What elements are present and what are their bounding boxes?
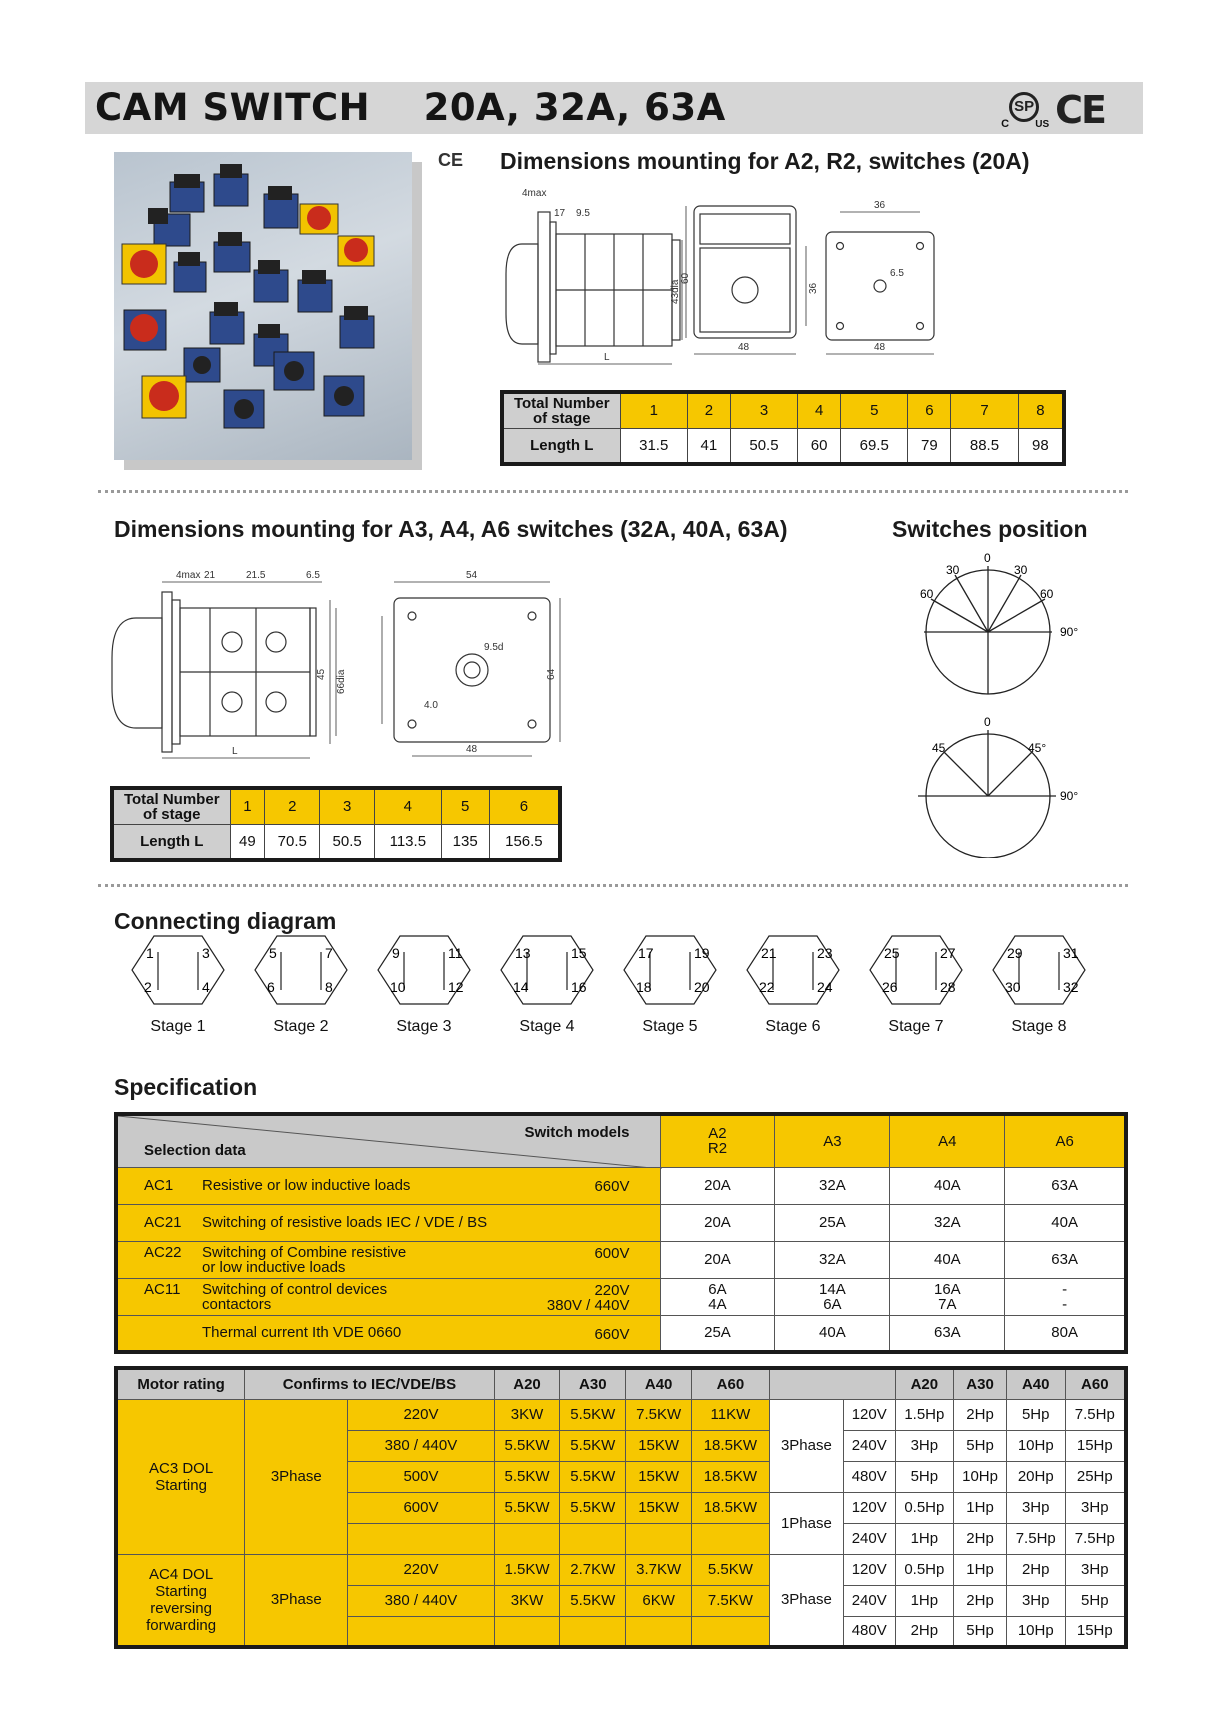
kw-cell: 6KW [626, 1585, 692, 1616]
kw-cell [494, 1616, 560, 1647]
kw-cell: 5.5KW [560, 1461, 626, 1492]
ce-mark: CE [438, 150, 464, 170]
model-a6: A6 [1005, 1114, 1126, 1167]
stage-contacts-icon [620, 930, 720, 1010]
hp-cell: 480V [843, 1461, 895, 1492]
contact-br: 28 [940, 979, 956, 995]
svg-text:4max: 4max [176, 570, 201, 581]
spec-value: 40A [890, 1241, 1005, 1278]
spec-value: 32A [775, 1241, 890, 1278]
model-a4: A4 [890, 1114, 1005, 1167]
svg-text:L: L [604, 352, 610, 363]
svg-text:L: L [232, 746, 238, 757]
specification-table [114, 1112, 1128, 1354]
divider [98, 884, 1128, 887]
hp-cell: 120V [843, 1399, 895, 1430]
kw-cell [626, 1616, 692, 1647]
a2-dimensions-title: Dimensions mounting for A2, R2, switches (20A) [500, 148, 1030, 174]
motor-row [116, 1399, 1126, 1430]
spec-row [116, 1167, 1126, 1204]
kw-cell: 15KW [626, 1492, 692, 1523]
spec-header-cell: Switch models Selection data [116, 1114, 660, 1167]
contact-br: 12 [448, 979, 464, 995]
contact-bl: 26 [882, 979, 898, 995]
kw-cell: 18.5KW [692, 1461, 770, 1492]
spec-value: - - [1005, 1278, 1126, 1315]
a3-length-table: Total Number of stage 1 2 3 4 5 6 Length L 49 70.5 50.5 113.5 135 156.5 [110, 786, 562, 862]
kw-cell: 5.5KW [560, 1399, 626, 1430]
svg-text:66dia: 66dia [336, 669, 347, 694]
stage-diagram [743, 930, 843, 1035]
kw-cell: 600V [348, 1492, 494, 1523]
kw-cell: 5.5KW [560, 1585, 626, 1616]
kw-cell: 500V [348, 1461, 494, 1492]
spec-value: 6A 4A [660, 1278, 775, 1315]
model-a2-r2: A2 R2 [660, 1114, 775, 1167]
spec-value: 63A [1005, 1167, 1126, 1204]
contact-tl: 5 [269, 945, 277, 961]
kw-cell: 7.5KW [692, 1585, 770, 1616]
svg-text:6.5: 6.5 [306, 570, 320, 581]
hp-phase: 3Phase [769, 1554, 843, 1647]
stage-contacts-icon [251, 930, 351, 1010]
hp-cell: 240V [843, 1585, 895, 1616]
contact-tl: 17 [638, 945, 654, 961]
contact-bl: 2 [144, 979, 152, 995]
contact-tl: 25 [884, 945, 900, 961]
contact-tr: 27 [940, 945, 956, 961]
kw-cell: 380 / 440V [348, 1430, 494, 1461]
hp-phase: 3Phase [769, 1399, 843, 1492]
motor-header-cell: A30 [560, 1368, 626, 1399]
svg-text:90°: 90° [1060, 789, 1079, 803]
spec-row [116, 1204, 1126, 1241]
kw-cell [692, 1616, 770, 1647]
spec-value: 20A [660, 1167, 775, 1204]
kw-cell: 3.7KW [626, 1554, 692, 1585]
row-header-total-stage: Total Number of stage [502, 392, 620, 428]
contact-br: 8 [325, 979, 333, 995]
a2-length-table: Total Number of stage 1 2 3 4 5 6 7 8 Length L 31.5 41 50.5 60 69.5 79 88.5 98 [500, 390, 1066, 466]
motor-header-cell: A60 [1065, 1368, 1126, 1399]
svg-text:45: 45 [932, 741, 946, 755]
hp-cell: 3Hp [1006, 1585, 1065, 1616]
hp-cell: 0.5Hp [895, 1554, 954, 1585]
svg-text:17: 17 [554, 208, 566, 219]
row-header-total-stage: Total Number of stage [112, 788, 230, 824]
stage-label: Stage 3 [396, 1018, 452, 1035]
contact-bl: 14 [513, 979, 529, 995]
contact-bl: 10 [390, 979, 406, 995]
cam-switches-illustration [114, 152, 412, 460]
certification-marks [1001, 88, 1105, 132]
contact-tr: 19 [694, 945, 710, 961]
a3-dimension-drawing [106, 568, 566, 768]
spec-row-label: AC11 Switching of control devices contactors 220V 380V / 440V [116, 1278, 660, 1315]
contact-tr: 3 [202, 945, 210, 961]
hp-cell: 7.5Hp [1065, 1523, 1126, 1554]
hp-cell: 15Hp [1065, 1430, 1126, 1461]
spec-value: 16A 7A [890, 1278, 1005, 1315]
contact-tr: 7 [325, 945, 333, 961]
stage-contacts-icon [866, 930, 966, 1010]
contact-br: 32 [1063, 979, 1079, 995]
contact-bl: 6 [267, 979, 275, 995]
svg-text:60: 60 [920, 587, 934, 601]
hp-cell: 120V [843, 1492, 895, 1523]
contact-br: 20 [694, 979, 710, 995]
svg-text:90°: 90° [1060, 625, 1079, 639]
hp-cell: 2Hp [954, 1399, 1007, 1430]
contact-tl: 9 [392, 945, 400, 961]
row-header-length: Length L [112, 824, 230, 860]
hp-cell: 5Hp [1006, 1399, 1065, 1430]
kw-cell: 1.5KW [494, 1554, 560, 1585]
contact-tr: 31 [1063, 945, 1079, 961]
hp-cell: 1Hp [895, 1585, 954, 1616]
motor-header-cell: Motor rating [116, 1368, 245, 1399]
hp-cell: 20Hp [1006, 1461, 1065, 1492]
stage-diagram [866, 930, 966, 1035]
stage-diagram [989, 930, 1089, 1035]
switches-position-dials [900, 548, 1100, 858]
svg-text:36: 36 [808, 282, 819, 294]
stage-diagram [497, 930, 597, 1035]
hp-cell: 7.5Hp [1065, 1399, 1126, 1430]
kw-cell: 2.7KW [560, 1554, 626, 1585]
stage-contacts-icon [128, 930, 228, 1010]
spec-value: 25A [775, 1204, 890, 1241]
motor-header-cell: A40 [626, 1368, 692, 1399]
hp-cell: 5Hp [954, 1616, 1007, 1647]
kw-cell: 5.5KW [560, 1430, 626, 1461]
motor-header-cell: A40 [1006, 1368, 1065, 1399]
stage-diagram [128, 930, 228, 1035]
stage-label: Stage 4 [519, 1018, 575, 1035]
kw-cell: 11KW [692, 1399, 770, 1430]
hp-cell: 1Hp [895, 1523, 954, 1554]
connecting-diagram-title: Connecting diagram [114, 908, 337, 934]
row-header-length: Length L [502, 428, 620, 464]
motor-header-cell [769, 1368, 895, 1399]
motor-header-cell: A20 [494, 1368, 560, 1399]
stage-label: Stage 7 [888, 1018, 944, 1035]
motor-header-cell: A20 [895, 1368, 954, 1399]
ac3-label: AC3 DOL Starting [116, 1399, 245, 1554]
svg-text:21: 21 [204, 570, 216, 581]
hp-cell: 5Hp [895, 1461, 954, 1492]
kw-cell [692, 1523, 770, 1554]
spec-value: 63A [890, 1315, 1005, 1352]
stage-contacts-icon [497, 930, 597, 1010]
ce-logo: CE [1055, 88, 1105, 132]
kw-cell: 7.5KW [626, 1399, 692, 1430]
hp-cell: 2Hp [895, 1616, 954, 1647]
kw-cell: 15KW [626, 1430, 692, 1461]
stage-contacts-icon [989, 930, 1089, 1010]
hp-cell: 2Hp [1006, 1554, 1065, 1585]
spec-row-label: AC22 Switching of Combine resistive or low inductive loads 600V [116, 1241, 660, 1278]
spec-value: 32A [890, 1204, 1005, 1241]
kw-cell [348, 1616, 494, 1647]
motor-row [116, 1554, 1126, 1585]
ac3-phase: 3Phase [245, 1399, 348, 1554]
kw-cell: 5.5KW [494, 1492, 560, 1523]
contact-tr: 11 [448, 945, 463, 961]
contact-br: 4 [202, 979, 210, 995]
kw-cell [560, 1616, 626, 1647]
csa-logo: SP C US [1001, 90, 1045, 130]
contact-bl: 18 [636, 979, 652, 995]
motor-header-cell: A60 [692, 1368, 770, 1399]
svg-text:45°: 45° [1028, 741, 1047, 755]
stage-label: Stage 5 [642, 1018, 698, 1035]
hp-cell: 3Hp [1006, 1492, 1065, 1523]
kw-cell [560, 1523, 626, 1554]
hp-cell: 3Hp [1065, 1554, 1126, 1585]
divider [98, 490, 1128, 493]
spec-row-label: AC21 Switching of resistive loads IEC / VDE / BS [116, 1204, 660, 1241]
spec-value: 32A [775, 1167, 890, 1204]
spec-value: 40A [890, 1167, 1005, 1204]
hp-cell: 1.5Hp [895, 1399, 954, 1430]
contact-br: 16 [571, 979, 587, 995]
kw-cell: 3KW [494, 1399, 560, 1430]
svg-text:4.0: 4.0 [424, 700, 438, 711]
kw-cell: 5.5KW [692, 1554, 770, 1585]
contact-tr: 23 [817, 945, 833, 961]
kw-cell: 18.5KW [692, 1430, 770, 1461]
page-title: CAM SWITCH 20A, 32A, 63A [95, 86, 726, 129]
contact-tl: 21 [761, 945, 777, 961]
contact-bl: 22 [759, 979, 775, 995]
stage-contacts-icon [374, 930, 474, 1010]
a2-dimension-drawing [500, 184, 1020, 374]
svg-text:64: 64 [546, 668, 557, 680]
hp-cell: 15Hp [1065, 1616, 1126, 1647]
svg-text:4max: 4max [522, 188, 547, 199]
kw-cell: 5.5KW [494, 1461, 560, 1492]
spec-row [116, 1278, 1126, 1315]
kw-cell: 5.5KW [494, 1430, 560, 1461]
spec-value: 80A [1005, 1315, 1126, 1352]
hp-cell: 25Hp [1065, 1461, 1126, 1492]
hp-cell: 120V [843, 1554, 895, 1585]
kw-cell [348, 1523, 494, 1554]
kw-cell: 18.5KW [692, 1492, 770, 1523]
svg-text:60: 60 [1040, 587, 1054, 601]
svg-text:30: 30 [1014, 563, 1028, 577]
hp-cell: 240V [843, 1523, 895, 1554]
hp-cell: 10Hp [1006, 1616, 1065, 1647]
spec-row-label: Thermal current Ith VDE 0660 660V [116, 1315, 660, 1352]
svg-text:30: 30 [946, 563, 960, 577]
svg-text:0: 0 [984, 551, 991, 565]
hp-cell: 5Hp [1065, 1585, 1126, 1616]
stage-label: Stage 2 [273, 1018, 329, 1035]
stage-label: Stage 1 [150, 1018, 206, 1035]
kw-cell: 15KW [626, 1461, 692, 1492]
svg-text:9.5: 9.5 [576, 208, 590, 219]
spec-value: 40A [775, 1315, 890, 1352]
hp-cell: 10Hp [1006, 1430, 1065, 1461]
motor-rating-table [114, 1366, 1128, 1649]
svg-text:48: 48 [738, 342, 750, 353]
svg-text:43dia: 43dia [670, 279, 681, 304]
kw-cell: 380 / 440V [348, 1585, 494, 1616]
svg-text:0: 0 [984, 715, 991, 729]
hp-cell: 0.5Hp [895, 1492, 954, 1523]
spec-value: 25A [660, 1315, 775, 1352]
contact-tl: 29 [1007, 945, 1023, 961]
stage-diagram [251, 930, 351, 1035]
contact-tl: 13 [515, 945, 531, 961]
kw-cell [626, 1523, 692, 1554]
contact-tl: 1 [146, 945, 154, 961]
svg-text:48: 48 [466, 744, 478, 755]
kw-cell: 220V [348, 1554, 494, 1585]
svg-text:45: 45 [316, 668, 327, 680]
svg-text:6.5: 6.5 [890, 268, 904, 279]
switches-position-title: Switches position [892, 516, 1088, 542]
kw-cell: 220V [348, 1399, 494, 1430]
contact-tr: 15 [571, 945, 587, 961]
a3-dimensions-title: Dimensions mounting for A3, A4, A6 switches (32A, 40A, 63A) [114, 516, 788, 542]
spec-value: 40A [1005, 1204, 1126, 1241]
kw-cell [494, 1523, 560, 1554]
spec-value: 20A [660, 1241, 775, 1278]
stage-label: Stage 6 [765, 1018, 821, 1035]
hp-cell: 1Hp [954, 1554, 1007, 1585]
stage-diagram [374, 930, 474, 1035]
kw-cell: 3KW [494, 1585, 560, 1616]
stage-diagram [620, 930, 720, 1035]
specification-title: Specification [114, 1074, 258, 1100]
model-a3: A3 [775, 1114, 890, 1167]
stage-label: Stage 8 [1011, 1018, 1067, 1035]
hp-cell: 7.5Hp [1006, 1523, 1065, 1554]
svg-text:60: 60 [680, 272, 691, 284]
svg-text:9.5d: 9.5d [484, 642, 504, 653]
svg-text:54: 54 [466, 570, 478, 581]
contact-bl: 30 [1005, 979, 1021, 995]
spec-row [116, 1315, 1126, 1352]
svg-text:48: 48 [874, 342, 886, 353]
svg-text:36: 36 [874, 200, 886, 211]
hp-phase: 1Phase [769, 1492, 843, 1554]
hp-cell: 2Hp [954, 1523, 1007, 1554]
hp-cell: 2Hp [954, 1585, 1007, 1616]
motor-header-cell: Confirms to IEC/VDE/BS [245, 1368, 494, 1399]
spec-row [116, 1241, 1126, 1278]
motor-header-cell: A30 [954, 1368, 1007, 1399]
hp-cell: 3Hp [1065, 1492, 1126, 1523]
hp-cell: 5Hp [954, 1430, 1007, 1461]
ac4-phase: 3Phase [245, 1554, 348, 1647]
header-band [85, 82, 1143, 134]
hp-cell: 1Hp [954, 1492, 1007, 1523]
hp-cell: 480V [843, 1616, 895, 1647]
hp-cell: 3Hp [895, 1430, 954, 1461]
hp-cell: 10Hp [954, 1461, 1007, 1492]
contact-br: 24 [817, 979, 833, 995]
svg-text:21.5: 21.5 [246, 570, 266, 581]
spec-row-label: AC1 Resistive or low inductive loads 660V [116, 1167, 660, 1204]
stage-contacts-icon [743, 930, 843, 1010]
product-photo [114, 152, 412, 460]
ac4-label: AC4 DOL Starting reversing forwarding [116, 1554, 245, 1647]
spec-value: 20A [660, 1204, 775, 1241]
kw-cell: 5.5KW [560, 1492, 626, 1523]
spec-value: 63A [1005, 1241, 1126, 1278]
hp-cell: 240V [843, 1430, 895, 1461]
spec-value: 14A 6A [775, 1278, 890, 1315]
